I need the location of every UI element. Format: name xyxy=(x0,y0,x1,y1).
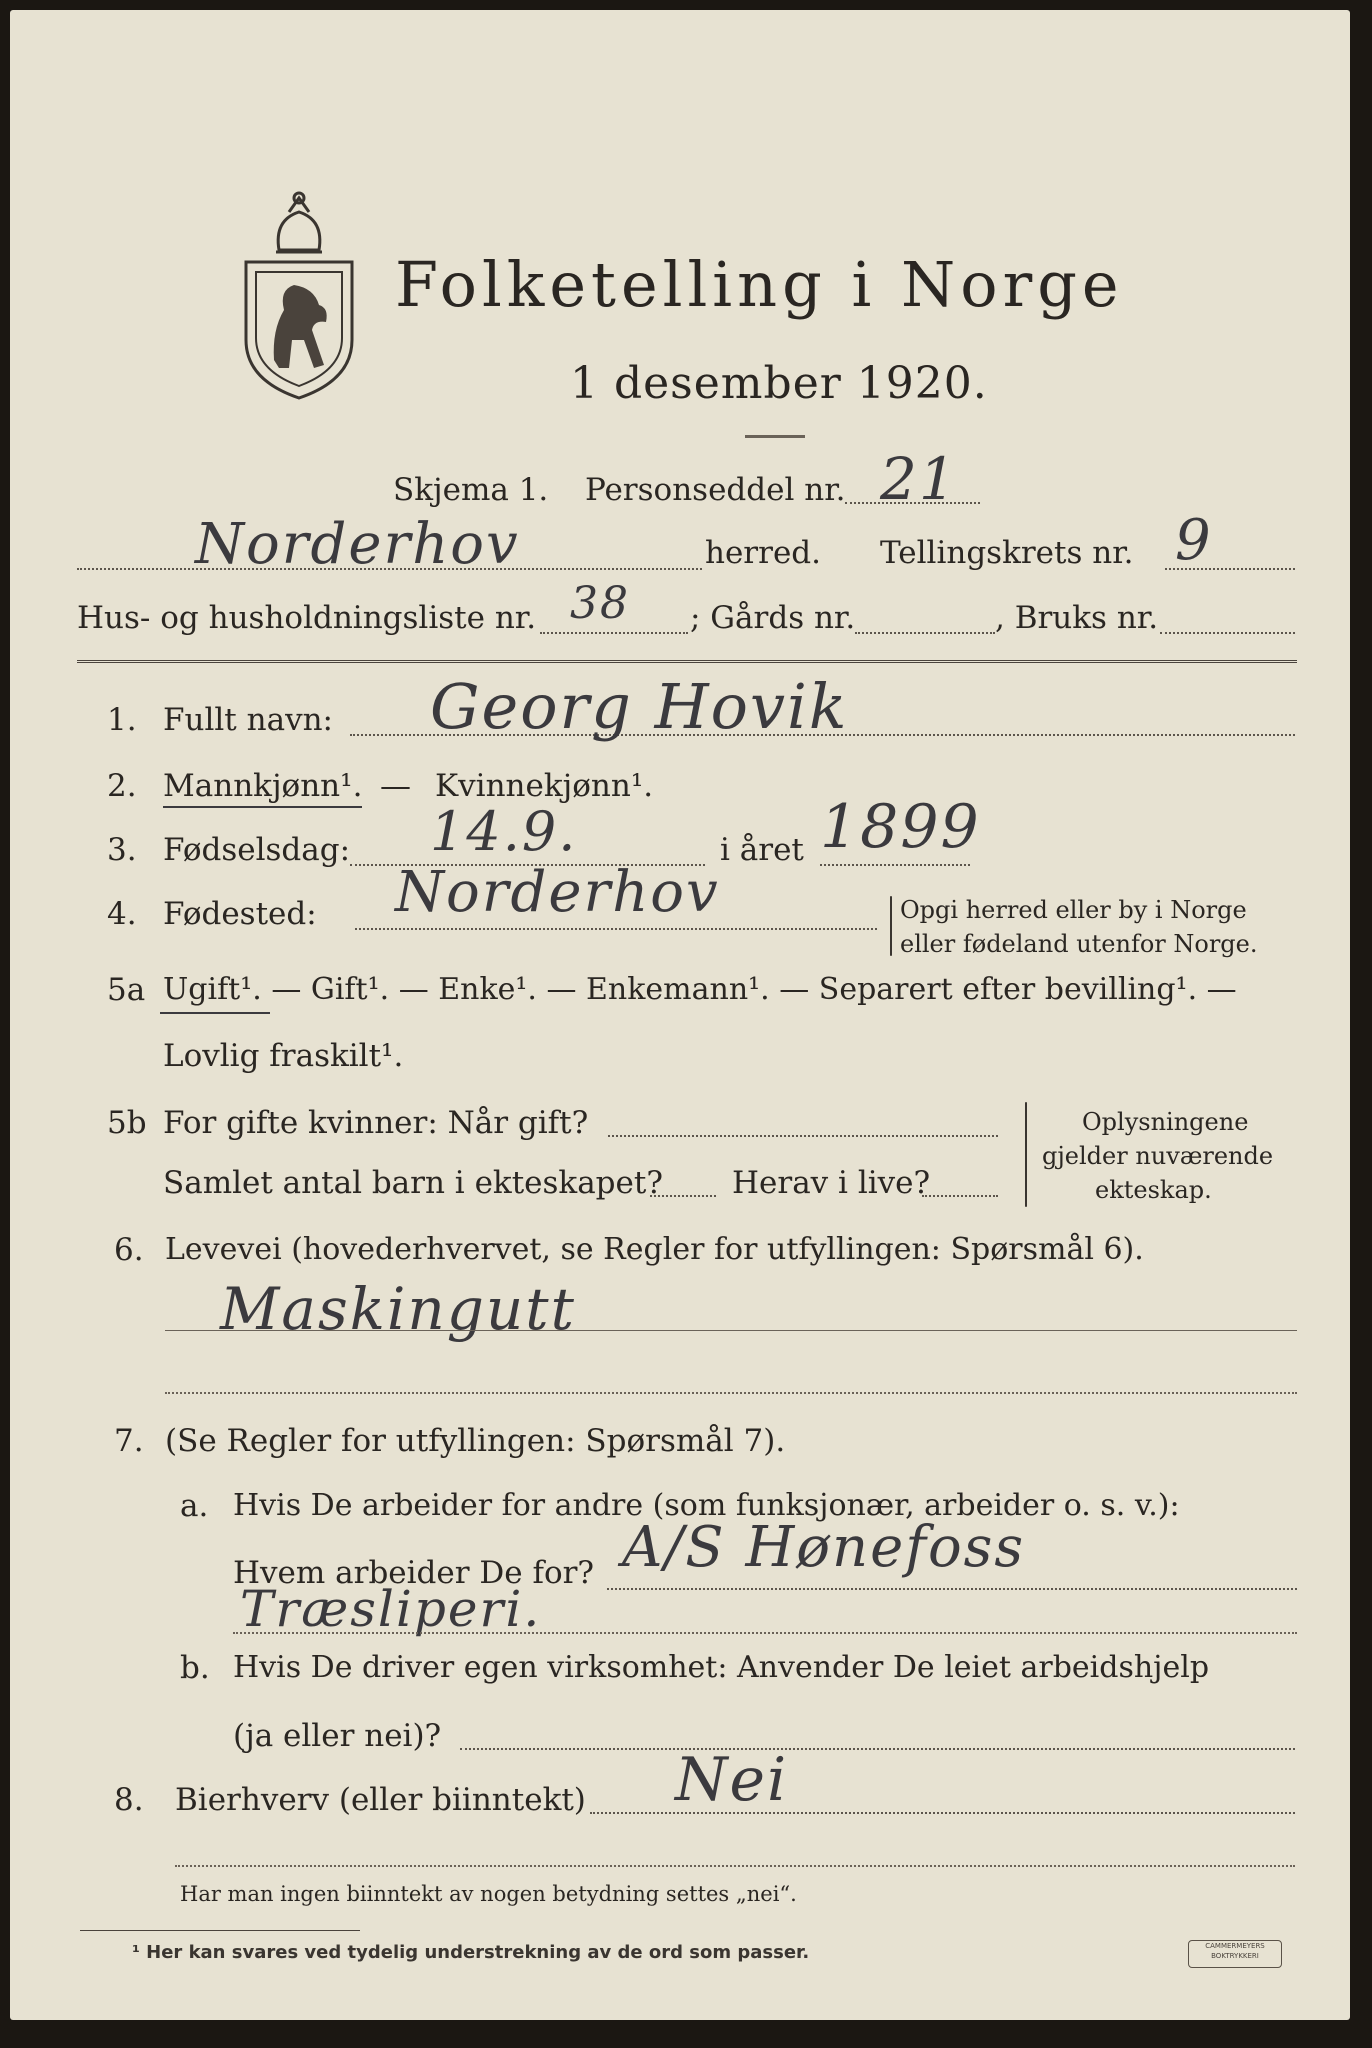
q7a-text: Hvis De arbeider for andre (som funksjonær, arbeider o. s. v.): xyxy=(233,1488,1180,1523)
census-date: 1 desember 1920. xyxy=(570,358,988,409)
q4-label: Fødested: xyxy=(163,896,317,932)
alive-line xyxy=(922,1195,998,1197)
footnote-divider xyxy=(80,1930,360,1931)
q4-number: 4. xyxy=(107,896,137,932)
q6-number: 6. xyxy=(114,1232,144,1268)
marital-status-options-2[interactable]: Lovlig fraskilt¹. xyxy=(163,1038,404,1074)
q7b-text: Hvis De driver egen virksomhet: Anvender De leiet arbeidshjelp xyxy=(233,1650,1210,1685)
q3-label: Fødselsdag: xyxy=(163,832,351,868)
husliste-value[interactable]: 38 xyxy=(570,578,630,629)
bruks-label: , Bruks nr. xyxy=(995,600,1159,636)
tellingskrets-value[interactable]: 9 xyxy=(1175,508,1213,573)
q6-label: Levevei (hovederhvervet, se Regler for utfyllingen: Spørsmål 6). xyxy=(165,1232,1144,1267)
birthplace-note-line1: Opgi herred eller by i Norge xyxy=(900,896,1247,924)
side-income-line-2 xyxy=(175,1865,1295,1867)
birthday-value[interactable]: 14.9. xyxy=(430,800,578,863)
marriage-note-3: ekteskap. xyxy=(1095,1176,1212,1204)
norwegian-coat-of-arms-icon xyxy=(234,190,364,400)
q5b-number: 5b xyxy=(107,1105,147,1141)
q7b-number: b. xyxy=(180,1650,210,1686)
birthplace-value[interactable]: Norderhov xyxy=(395,860,720,925)
gender-female-option[interactable]: Kvinnekjønn¹. xyxy=(435,768,654,804)
marital-status-options[interactable]: Ugift¹. — Gift¹. — Enke¹. — Enkemann¹. — Separert efter bevilling¹. — xyxy=(163,972,1237,1007)
side-income-value[interactable]: Nei xyxy=(675,1745,789,1815)
occupation-line-2 xyxy=(165,1392,1297,1394)
footnote: ¹ Her kan svares ved tydelig understrekning av de ord som passer. xyxy=(132,1942,810,1963)
bruks-line xyxy=(1160,632,1295,634)
census-form-sheet xyxy=(10,10,1350,2020)
birthplace-line xyxy=(355,928,877,930)
title-divider xyxy=(745,435,805,438)
q7a-employer-label: Hvem arbeider De for? xyxy=(233,1555,595,1591)
personseddel-value[interactable]: 21 xyxy=(880,445,958,513)
q7-number: 7. xyxy=(114,1423,144,1459)
printer-stamp xyxy=(1188,1940,1282,1968)
gender-male-option[interactable]: Mannkjønn¹. xyxy=(163,768,362,808)
q1-number: 1. xyxy=(107,702,137,738)
q8-number: 8. xyxy=(114,1782,144,1818)
herred-line xyxy=(77,568,702,570)
header-divider xyxy=(77,660,1297,663)
husliste-line xyxy=(540,632,688,634)
birthplace-note-brace xyxy=(890,896,892,956)
q5a-number: 5a xyxy=(107,972,146,1008)
husliste-label: Hus- og husholdningsliste nr. xyxy=(77,600,537,636)
birth-year-label: i året xyxy=(720,832,804,868)
q7b-text-2: (ja eller nei)? xyxy=(233,1718,442,1754)
side-income-note: Har man ingen biinntekt av nogen betydning settes „nei“. xyxy=(180,1882,797,1906)
hired-help-line xyxy=(460,1748,1295,1750)
personseddel-label: Personseddel nr. xyxy=(585,472,846,508)
employer-line-1 xyxy=(607,1588,1297,1590)
q2-number: 2. xyxy=(107,768,137,804)
gards-label: ; Gårds nr. xyxy=(690,600,856,636)
gender-separator: — xyxy=(380,768,411,804)
herred-label: herred. xyxy=(705,535,821,571)
q7-label: (Se Regler for utfyllingen: Spørsmål 7). xyxy=(165,1423,786,1459)
schema-label: Skjema 1. xyxy=(393,472,549,508)
birthplace-note-line2: eller fødeland utenfor Norge. xyxy=(900,930,1258,958)
gards-line xyxy=(855,632,995,634)
tellingskrets-label: Tellingskrets nr. xyxy=(880,535,1134,571)
q5b-alive-label: Herav i live? xyxy=(732,1165,931,1201)
q1-label: Fullt navn: xyxy=(163,702,333,738)
employer-value-1[interactable]: A/S Hønefoss xyxy=(622,1515,1026,1580)
ugift-underline xyxy=(160,1012,270,1014)
marriage-note-2: gjelder nuværende xyxy=(1042,1142,1274,1170)
printer-stamp-line2: BOKTRYKKERI xyxy=(1211,1952,1259,1960)
occupation-value[interactable]: Maskingutt xyxy=(220,1275,576,1343)
employer-line-2 xyxy=(233,1632,1297,1634)
full-name-value[interactable]: Georg Hovik xyxy=(430,670,849,743)
q5b-children-label: Samlet antal barn i ekteskapet? xyxy=(163,1165,663,1201)
q3-number: 3. xyxy=(107,832,137,868)
marriage-note-1: Oplysningene xyxy=(1082,1108,1249,1136)
marriage-note-brace xyxy=(1025,1102,1027,1207)
q8-label: Bierhverv (eller biinntekt) xyxy=(175,1782,586,1818)
herred-value[interactable]: Norderhov xyxy=(195,512,520,577)
birth-year-line xyxy=(820,864,970,866)
employer-value-2[interactable]: Træsliperi. xyxy=(240,1580,542,1638)
children-line xyxy=(650,1195,716,1197)
q5b-married-when: For gifte kvinner: Når gift? xyxy=(163,1105,589,1141)
form-title: Folketelling i Norge xyxy=(395,248,1124,321)
printer-stamp-line1: CAMMERMEYERS xyxy=(1205,1942,1265,1950)
birth-year-value[interactable]: 1899 xyxy=(820,792,981,862)
q7a-number: a. xyxy=(180,1488,209,1524)
occupation-line-1 xyxy=(165,1330,1297,1331)
married-when-line xyxy=(608,1135,998,1137)
